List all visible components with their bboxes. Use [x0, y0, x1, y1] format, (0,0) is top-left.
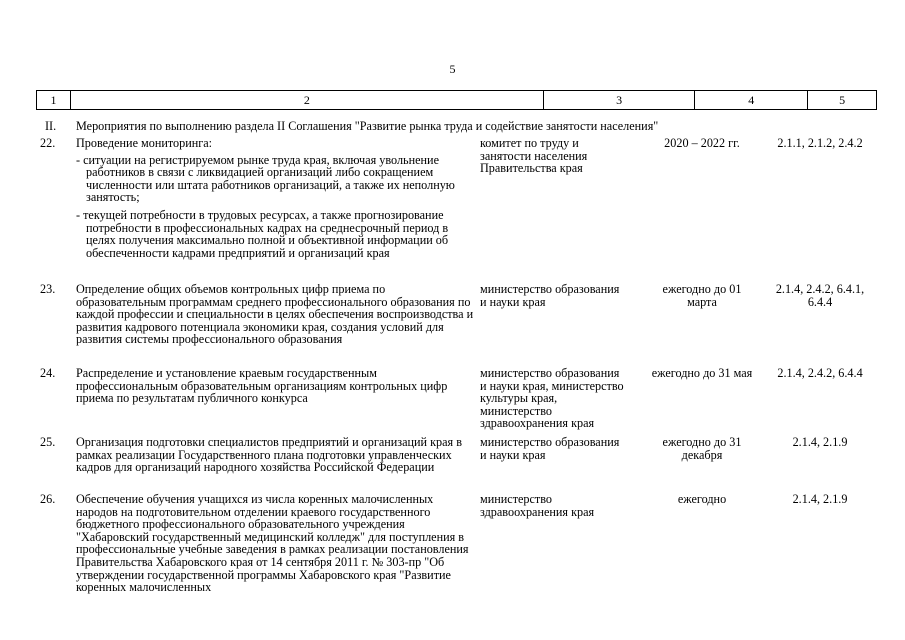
row-number: 24.: [40, 366, 56, 380]
row-number: 26.: [40, 492, 56, 506]
row-term: ежегодно до 31 декабря: [662, 435, 742, 462]
row-term: 2020 – 2022 гг.: [664, 136, 740, 150]
header-cell-2: 2: [71, 91, 544, 109]
row-term: ежегодно до 31 мая: [651, 366, 753, 380]
row-description: Определение общих объемов контрольных цифр приема по образовательным программам среднего профессионального образования по каждой профессии и специальности в целях обеспечения воспроизводства и развития кадрового потенциала экономики края, создания условий для развития системы профессионального образования: [76, 282, 474, 347]
header-cell-3: 3: [544, 91, 696, 109]
row-number: 25.: [40, 435, 56, 449]
row-number: 22.: [40, 136, 56, 150]
header-cell-4: 4: [695, 91, 808, 109]
section-number: II.: [45, 119, 57, 133]
row-refs: 2.1.4, 2.4.2, 6.4.1, 6.4.4: [775, 282, 865, 309]
row-subitem: - ситуации на регистрируемом рынке труда края, включая увольнение работников в связи с ликвидацией организаций либо сокращением численности или штата работников организаций, а также их неполную занятость;: [76, 152, 455, 205]
row-description: [76, 137, 474, 259]
row-term: ежегодно до 01 марта: [662, 282, 742, 309]
row-description: Обеспечение обучения учащихся из числа коренных малочисленных народов на подготовительном отделении краевого государственного бюджетного профессионального образовательного учреждения "Хабаровский государственный медицинский колледж" для поступления в профессиональные учебные заведения в рамках реализации постановления Правительства Хабаровского края от 14 сентября 2011 г. № 303-пр "Об утверждении государственной программы Хабаровского края "Развитие коренных малочисленных: [76, 492, 469, 595]
row-refs: 2.1.4, 2.1.9: [792, 435, 848, 449]
row-responsible: министерство образования и науки края, министерство культуры края, министерство здравоохранения края: [480, 366, 624, 431]
row-number: 23.: [40, 282, 56, 296]
section-title: Мероприятия по выполнению раздела II Соглашения "Развитие рынка труда и содействие занятости населения": [76, 119, 659, 133]
table-header: [36, 90, 877, 110]
row-responsible: министерство образования и науки края: [480, 435, 620, 462]
row-responsible: министерство здравоохранения края: [480, 492, 595, 519]
row-responsible: министерство образования и науки края: [480, 282, 620, 309]
header-cell-1: 1: [37, 91, 71, 109]
row-title: Проведение мониторинга:: [76, 136, 213, 150]
row-responsible: комитет по труду и занятости населения Правительства края: [480, 136, 588, 176]
row-term: ежегодно: [677, 492, 727, 506]
row-description: Организация подготовки специалистов предприятий и организаций края в рамках реализации Государственного плана подготовки управленческих кадров для организаций народного хозяйства Российской Федерации: [76, 435, 462, 475]
header-cell-5: 5: [839, 93, 846, 107]
row-description: Распределение и установление краевым государственным профессиональным образовательным организациям контрольных цифр приема по результатам публичного конкурса: [76, 366, 448, 406]
row-subitem: - текущей потребности в трудовых ресурсах, а также прогнозирование потребности в профессиональных кадрах на среднесрочный период в целях получения максимально полной и объективной информации об обеспеченности кадрами предприятий и организаций края: [76, 207, 449, 260]
row-refs: 2.1.4, 2.4.2, 6.4.4: [777, 366, 863, 380]
row-refs: 2.1.4, 2.1.9: [792, 492, 848, 506]
row-refs: 2.1.1, 2.1.2, 2.4.2: [777, 136, 863, 150]
page-number: 5: [449, 62, 456, 76]
